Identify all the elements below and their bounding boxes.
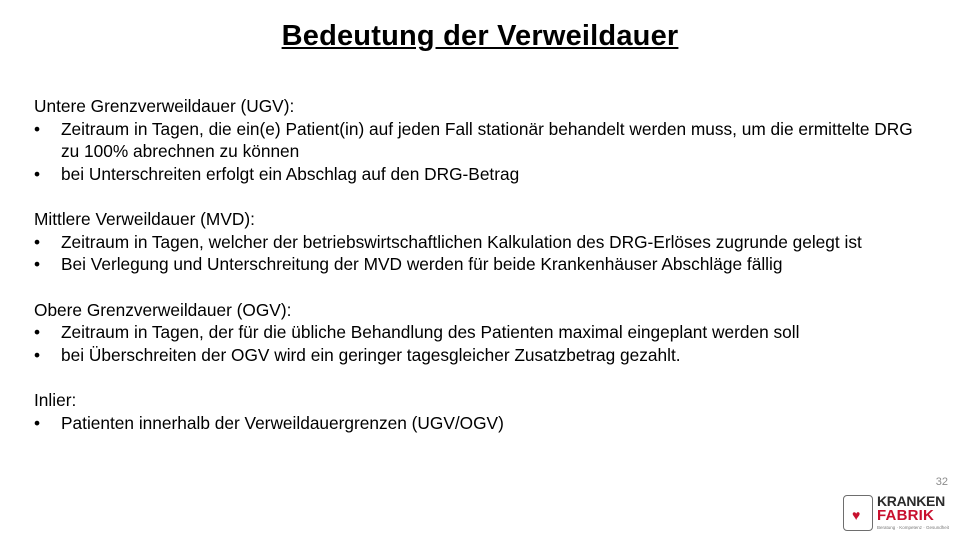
bullet-item: • bei Unterschreiten erfolgt ein Abschlag auf den DRG-Betrag: [34, 163, 934, 186]
section-heading: Inlier:: [34, 390, 77, 410]
bullet-list: [34, 231, 934, 276]
bullet-item: • Zeitraum in Tagen, der für die übliche Behandlung des Patienten maximal eingeplant werden soll: [34, 321, 934, 344]
logo-badge-icon: [843, 495, 873, 531]
krankenfabrik-logo: [843, 494, 953, 534]
logo-text-kranken: KRANKEN: [877, 493, 945, 509]
bullet-list: [34, 321, 934, 366]
heart-icon: ♥: [852, 507, 861, 523]
page-number: 32: [935, 476, 948, 488]
logo-tagline: Beratung · Kompetenz · Gesundheit: [877, 525, 950, 530]
section-ugv: [34, 95, 934, 185]
slide-title: Bedeutung der Verweildauer: [281, 20, 679, 52]
bullet-item: • Zeitraum in Tagen, die ein(e) Patient(in) auf jeden Fall stationär behandelt werden muss, um die ermittelte DRG zu 100% abrechnen zu können: [34, 118, 934, 163]
section-ogv: [34, 299, 934, 367]
bullet-item: • Patienten innerhalb der Verweildauergrenzen (UGV/OGV): [34, 412, 934, 435]
section-inlier: [34, 389, 934, 434]
bullet-item: • Bei Verlegung und Unterschreitung der MVD werden für beide Krankenhäuser Abschläge fällig: [34, 253, 934, 276]
bullet-list: [34, 412, 934, 435]
section-heading: Untere Grenzverweildauer (UGV):: [34, 96, 295, 116]
bullet-item: • Zeitraum in Tagen, welcher der betriebswirtschaftlichen Kalkulation des DRG-Erlöses zugrunde gelegt ist: [34, 231, 934, 254]
section-heading: Obere Grenzverweildauer (OGV):: [34, 299, 292, 320]
bullet-list: [34, 118, 934, 186]
section-heading: Mittlere Verweildauer (MVD):: [34, 209, 255, 229]
logo-text-fabrik: FABRIK: [877, 507, 935, 524]
slide-content: [34, 95, 934, 457]
bullet-item: • bei Überschreiten der OGV wird ein geringer tagesgleicher Zusatzbetrag gezahlt.: [34, 344, 934, 367]
section-mvd: [34, 208, 934, 276]
